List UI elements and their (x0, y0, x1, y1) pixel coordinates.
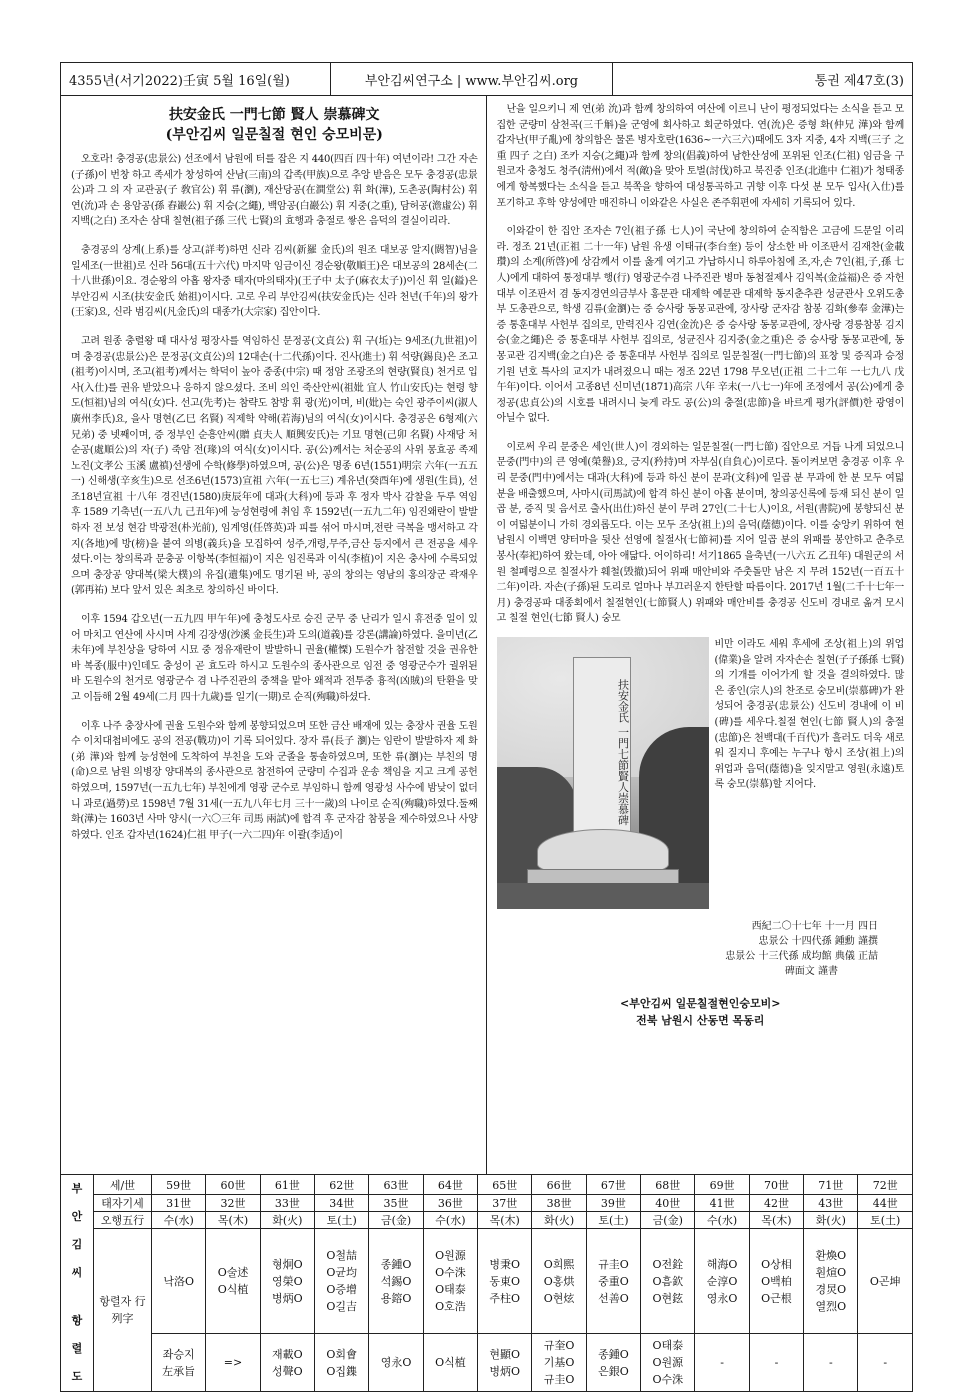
element-cell: 금(金) (369, 1212, 423, 1229)
hangnyeol-char: O상相 (761, 1257, 792, 1271)
article-paragraph: 이후 나주 충장사에 권율 도원수와 함께 봉향되었으며 또한 금산 배재에 있는 충장사 권율 도원수 이치대첩비에도 공의 전공(戰功)이 기록 되어있다. 장자 류(長子 瀏)는 임란이 발발하자 제 화(弟 澕)와 함께 능성현에 도착하여 부친을 도와 군졸을 통솔하였으며, 또한 류(瀏)는 부친의 명(命)으로 남원 의병장 양대복의 종사관으로 참전하여 군량미 수집과 운송 책임을 지고 크게 공헌 하였으며, 1597년(一五九七年) 부친에게 영광 군수로 부임하니 함께 영광성 사수에 밤낮이 없더니 과로(過勞)로 1598년 7월 31세(一五九八年七月 三十一歲)의 나이로 순직(殉職)하였다.둘째 화(澕)는 1603년 사마 양시(一六〇三年 司馬 兩試)에 합격 후 군자감 참봉을 제수하였으나 사양하였다. 인조 갑자년(1624)仁祖 甲子(一六二四)年 이괄(李适)이 (71, 720, 478, 841)
hangnyeol-alt-cell (206, 1334, 260, 1392)
hangnyeol-cell (641, 1229, 695, 1334)
hangnyeol-alt-cell (152, 1334, 206, 1392)
generation-cell: 65世 (478, 1175, 532, 1195)
hangnyeol-alt-cell (423, 1334, 477, 1392)
hangnyeol-row (61, 1229, 913, 1334)
taeja-generation-cell: 34世 (315, 1195, 369, 1212)
hangnyeol-char: 영榮O (272, 1274, 303, 1288)
hangnyeol-char: - (720, 1356, 724, 1369)
hangnyeol-alt-cell (315, 1334, 369, 1392)
hangnyeol-char: 동東O (489, 1274, 521, 1288)
hangnyeol-char: 환煥O (815, 1249, 847, 1262)
hangnyeol-char: 현顯O (489, 1347, 521, 1361)
hangnyeol-alt-cell (695, 1334, 749, 1392)
signature-line: 忠景公 十四代孫 鍾勳 謹撰 (758, 936, 878, 947)
element-cell: 화(火) (260, 1212, 314, 1229)
page-header (60, 62, 913, 96)
hangnyeol-char: O길吉 (326, 1300, 358, 1313)
hangnyeol-alt-cell (858, 1334, 913, 1392)
hangnyeol-char: 석錫O (380, 1274, 412, 1288)
hangnyeol-char: 열烈O (815, 1300, 847, 1313)
taeja-generation-cell: 33世 (260, 1195, 314, 1212)
hangnyeol-char: 성聲O (272, 1364, 303, 1378)
hangnyeol-char: O전銓 (652, 1257, 684, 1271)
signature-line: 西紀二〇十七年 十一月 四日 (751, 921, 878, 932)
hangnyeol-alt-cell (260, 1334, 314, 1392)
generation-cell: 64世 (423, 1175, 477, 1195)
hangnyeol-alt-cell (804, 1334, 858, 1392)
taeja-generation-cell: 38世 (532, 1195, 586, 1212)
element-cell: 토(土) (858, 1212, 913, 1229)
generation-cell: 59世 (152, 1175, 206, 1195)
hangnyeol-char: O회會 (326, 1347, 358, 1361)
hangnyeol-char: => (223, 1356, 243, 1369)
hangnyeol-char: 낙洛O (163, 1274, 194, 1288)
monument-photo (497, 637, 709, 909)
hangnyeol-char: 해海O (706, 1257, 738, 1271)
signature-line: 忠景公 十三代孫 成均館 典儀 正喆 (725, 951, 878, 962)
element-cell: 수(水) (152, 1212, 206, 1229)
taeja-generation-cell: 40世 (641, 1195, 695, 1212)
hangnyeol-char: O수洙 (435, 1266, 466, 1279)
taeja-generation-cell: 32世 (206, 1195, 260, 1212)
hangnyeol-char: O홍烘 (543, 1274, 575, 1288)
taeja-generation-cell: 37世 (478, 1195, 532, 1212)
hangnyeol-char: O호浩 (435, 1300, 466, 1313)
generation-cell: 69世 (695, 1175, 749, 1195)
hangnyeol-char: - (828, 1356, 833, 1369)
element-cell: 금(金) (641, 1212, 695, 1229)
article-paragraph: 난을 일으키니 제 연(弟 沇)과 함께 창의하여 여산에 이르니 난이 평정되었다는 소식을 듣고 모집한 군량미 삼천곡(三千斛)을 군영에 회사하고 회군하였다. 연(沇)은 증형 화(仲兄 澕)와 함께 갑자난(甲子亂)에 창의함은 물론 병자호란(1636~一六三六)때에도 3자 지중, 4자 지백(三子 之重 四子 之白) 조카 지승(之繩)과 함께 창의(倡義)하여 남한산성에 포위된 인조(仁祖) 임금을 구원코자 충청도 청주(淸州)에서 적(敵)을 맞아 토벌(討伐)하고 북진중 인조(北進中 仁祖)가 청태종에게 항복했다는 소식을 듣고 북쪽을 향하여 대성통곡하고 귀향 이후 다섯 분 모두 입사(入仕)를 포기하고 후학 양성에만 매진하니 이와같은 사실은 존주휘편에 자세히 기록되어 있다. (496, 104, 904, 209)
generation-cell: 67世 (586, 1175, 640, 1195)
article-paragraph: 충경공의 상계(上系)를 상고(詳考)하면 신라 김씨(新羅 金氏)의 원조 대보공 알지(閼智)님을 일세조(一世祖)로 신라 56대(五十六代) 마지막 임금이신 경순왕(敬順王)은 대보공의 28세손(二十八世孫)이요. 경순왕의 아홉 왕자중 태자(마의태자)(王子中 太子(麻衣太子))이신 휘 일(鎰)은 부안김씨 시조(扶安金氏 始祖)이시다. 고로 우리 부안김씨(扶安金氏)는 신라 천년(千年)의 왕가(王家)요, 신라 범김씨(凡金氏)의 대종가(大宗家) 집안이다. (71, 244, 478, 319)
hangnyeol-char: 경炅O (815, 1283, 847, 1296)
taeja-generation-cell: 39世 (586, 1195, 640, 1212)
generation-cell: 71世 (804, 1175, 858, 1195)
article-body (60, 96, 913, 1174)
taeja-generation-cell: 43世 (804, 1195, 858, 1212)
hangnyeol-char: O원源 (435, 1249, 466, 1262)
element-cell: 토(土) (586, 1212, 640, 1229)
hangnyeol-cell (478, 1229, 532, 1334)
taeja-generation-row (61, 1195, 913, 1212)
hangnyeol-char: 형炯O (272, 1257, 303, 1271)
taeja-generation-cell: 42世 (749, 1195, 803, 1212)
element-cell: 목(木) (478, 1212, 532, 1229)
generation-cell: 70世 (749, 1175, 803, 1195)
article-title-hangul: (부안김씨 일문칠절 현인 숭모비문) (165, 127, 383, 143)
monument-side-text (715, 637, 905, 909)
hangnyeol-char: O증增 (326, 1283, 358, 1296)
hangnyeol-char: O식植 (217, 1283, 249, 1296)
hangnyeol-char: - (883, 1356, 888, 1369)
generation-cell: 61世 (260, 1175, 314, 1195)
hangnyeol-char: 재載O (272, 1347, 303, 1361)
article-paragraph: 고려 원종 충렬왕 때 대사성 평장사를 역임하신 문정공(文貞公) 휘 구(坵)는 9세조(九世祖)이며 충경공(忠景公)은 문정공(文貞公)의 12대손(十二代孫)이다. 진사(進士) 휘 석량(錫良)은 조고(祖考)이시며, 조고(祖考)께서는 학덕이 높아 중종(中宗) 때 정암 조광조의 현량(賢良) 천거로 입사(入仕)를 권유 받았으나 응하지 않으셨다. 조비 의인 죽산안씨(祖妣 宜人 竹山安氏)는 현령 향도(恒祖)님의 여식(女)다. 선고(先考)는 참략도 참방 휘 광(光)이며, 비(妣)는 숙인 광주이씨(淑人 廣州李氏)요, 을사 명현(乙巳 名賢) 직제학 약해(若海)님의 여식(女)이시다. 충경공은 6형제(六兄弟) 중 넷째이며, 증 정부인 순흥안씨(贈 貞夫人 順興安氏)는 기묘 명현(己卯 名賢) 사재당 처순공(處順公)의 자(子) 죽암 전(瑑)의 여식(女)이시다. 공(公)께서는 처순공의 사위 몽효공 족제 노진(文孝公 玉溪 盧禛)선생에 수학(修學)하였으며, 공(公)은 명종 6년(1551)明宗 六年(一五五一) 신해생(辛亥生)으로 선조6년(1573)宣祖 六年(一五七三) 계유년(癸酉年)에 생원(生員), 선조18년宣祖 十八年 경진년(1580)庚辰年에 대과(大科)에 등과 후 정자 박사 감찰을 두루 역임 후 1589 기축년(一五八九 己丑年)에 능성현령에 취임 후 1592년(一五九二年) 임진왜란이 발발 하자 전 보성 현감 박광전(朴光前), 임계영(任啓英)과 피를 섞어 마시며,전란 극복을 맹서하고 각지(各地)에 방(榜)을 붙여 의병(義兵)을 모집하여 성주,개령,무주,금산 등지에서 큰 전공을 세우셨다.이는 창의록과 문충공 이항복(李恒福)이 지은 임진록과 이식(李植)이 지은 충사에 수록되었으며 충장공 양대복(梁大樸)의 유집(遺集)에도 명기된 바, 공의 창의는 영남의 홍의장군 곽재우(郭再祐) 보다 앞서 있은 최초로 창의하신 바이다. (71, 335, 478, 597)
table-side-label: 부 안 김 씨 항 렬 도 (61, 1175, 94, 1392)
hangnyeol-alt-cell (478, 1334, 532, 1392)
hangnyeol-char: 훤煊O (815, 1266, 847, 1279)
taeja-generation-cell: 31世 (152, 1195, 206, 1212)
hangnyeol-cell (152, 1229, 206, 1334)
sub-label: 오행五行 (94, 1212, 152, 1229)
generation-cell: 62世 (315, 1175, 369, 1195)
article-paragraph: 오호라! 충경공(忠景公) 선조에서 남원에 터를 잡은 지 440(四百 四十年) 여년이라! 그간 자손(子孫)이 번창 하고 족세가 창성하여 산남(三南)의 갑족(甲族)으로 추앙 받음은 모두 충경공(忠景公)과 그 의 자 교관공(子 敎官公) 휘 류(瀏), 재산당공(在澗堂公) 휘 화(澕), 도촌공(陶村公) 휘 연(沇)과 손 용암공(孫 舂巖公) 휘 지승(之繩), 백암공(白巖公) 휘 지중(之重), 담허공(澹虛公) 휘 지백(之白) 조자손 삼대 칠현(祖子孫 三代 七賢)의 효행과 충절로 쌓은 음덕의 결실이리라. (71, 154, 478, 228)
hangnyeol-char: O원源 (652, 1356, 684, 1369)
article-paragraph: 이와같이 한 집안 조자손 7인(祖子孫 七人)이 국난에 창의하여 순직함은 고금에 드문일 이리라. 정조 21년(正祖 二十一年) 남원 유생 이태규(李台奎) 등이 상소한 바 이조판서 김재찬(金載瓚)의 소계(所啓)에 상감께서 이를 옳게 여기고 가납하시니 하루아침에 조,자,손 7인(祖,子,孫 七人)에게 대하여 통정대부 행(行) 영광군수겸 나주진관 병마 동첨절제사 김익복(金益福)은 증 자헌대부 이조판서 겸 동지경연의금부사 홍문관 대제학 예문관 대제학 동지춘추관 성균관사 오위도총부 도총관으로, 학생 김류(金瀏)는 증 승사랑 동몽교관에, 장사랑 군자감 참봉 김화(參奉 金澕)는 증 통훈대부 사헌부 집의로, 만력진사 김연(金沇)은 증 승사랑 동몽교관에, 장사랑 경릉참봉 김지승(金之繩)은 증 통훈대부 사헌부 집의로, 성균진사 김지중(金之重)은 증 승사랑 동몽교관에, 동몽교관 김지백(金之白)은 증 통훈대부 사헌부 집의로 일문칠절(一門七節)의 표창 및 증직과 승정기원 년호 특사의 교지가 내려졌으니 때는 정조 22년 1798 무오년(正祖 二十二年 一七九八 戊午年)이다. 이어서 고종8년 신미년(1871)高宗 八年 辛未(一八七一)年에 조정에서 공(公)에게 충정공(忠貞公)의 시호를 내려시니 늦게 라도 공(公)의 충절(忠節)을 바르게 평가(評價)한 광영이 아닐수 없다. (496, 226, 904, 425)
element-cell: 목(木) (206, 1212, 260, 1229)
hangnyeol-char: O균均 (326, 1266, 358, 1279)
turtle-base (537, 829, 669, 873)
ground (497, 883, 709, 909)
generation-cell: 60世 (206, 1175, 260, 1195)
generation-cell: 72世 (858, 1175, 913, 1195)
caption-line: 전북 남원시 산동면 목동리 (636, 1014, 765, 1027)
hangnyeol-alt-cell (641, 1334, 695, 1392)
hangnyeol-char: 左承旨 (162, 1364, 196, 1378)
hangnyeol-cell (858, 1229, 913, 1334)
right-column (487, 96, 913, 1174)
hangnyeol-char: 선善O (598, 1291, 629, 1305)
hangnyeol-char: 중重O (598, 1274, 629, 1288)
header-label: 세/世 (94, 1175, 152, 1195)
hangnyeol-char: O곤坤 (869, 1274, 901, 1288)
hangnyeol-char: O태泰 (435, 1283, 466, 1296)
hangnyeol-char: O식植 (435, 1356, 466, 1369)
element-cell: 화(火) (804, 1212, 858, 1229)
hangnyeol-char: 영永O (706, 1291, 738, 1305)
hangnyeol-char: 병炳O (489, 1364, 521, 1378)
stele-inscription: 扶安金氏 一門七節賢人崇慕碑 (616, 678, 630, 826)
hangnyeol-alt-cell (532, 1334, 586, 1392)
hangnyeol-cell (749, 1229, 803, 1334)
hangnyeol-char: O태泰 (652, 1339, 684, 1352)
hangnyeol-cell (532, 1229, 586, 1334)
hangnyeol-char: 좌승지 (162, 1347, 195, 1361)
hangnyeol-char: 종鍾O (598, 1347, 629, 1361)
hangnyeol-char: O백柏 (761, 1274, 792, 1288)
organization-site[interactable]: 부안김씨연구소 | www.부안김씨.org (331, 63, 613, 95)
element-row (61, 1212, 913, 1229)
article-title-hanja: 扶安金氏 一門七節 賢人 崇慕碑文 (168, 107, 380, 123)
hangnyeol-char: 종鍾O (380, 1257, 412, 1271)
hangnyeol-cell (586, 1229, 640, 1334)
article-paragraph: 비만 이라도 세워 후세에 조상(祖上)의 위업(偉業)을 알려 자자손손 칠현(子子孫孫 七賢)의 기개를 이어가게 할 것을 결의하였다. 많은 종인(宗人)의 찬조로 숭모비(崇慕碑)가 완성되어 충경공(忠景公) 신도비 경내에 이 비(碑)를 세우다.칠절 현인(七節 賢人)의 충절(忠節)은 천백대(千百代)가 흘러도 더욱 새로워 질지니 후예는 누구나 항시 조상(祖上)의 위업과 음덕(蔭德)을 잊지말고 영원(永遠)토록 숭모(崇慕)할 지어다. (714, 639, 904, 791)
taeja-generation-cell: 35世 (369, 1195, 423, 1212)
hangnyeol-char: 기基O (543, 1356, 575, 1369)
caption-line: <부안김씨 일문칠절현인숭모비> (620, 997, 781, 1010)
hangnyeol-char: 용鎔O (380, 1291, 412, 1305)
hangnyeol-char: 은銀O (598, 1364, 629, 1378)
hangnyeol-cell (423, 1229, 477, 1334)
hangnyeol-char: 순淳O (706, 1274, 738, 1288)
element-cell: 화(火) (532, 1212, 586, 1229)
hangnyeol-char: 주柱O (489, 1291, 521, 1305)
hangnyeol-char: 병秉O (489, 1257, 521, 1271)
hangnyeol-cell (804, 1229, 858, 1334)
article-paragraph: 이후 1594 갑오년(一五九四 甲午年)에 충청도사로 승진 군무 중 난리가 일시 휴전중 일이 있어 마치고 연산에 사시며 사계 김장생(沙溪 金長生)과 도의(道義)를 강론(講論)하였다. 을미년(乙未年)에 부친상을 당하여 시묘 중 정유재란이 발발하니 권율(權慄) 도원수가 참전할 것을 권유한 바 복종(服中)인데도 충성이 곧 효도라 하시고 도원수의 종사관으로 임전 중 영광군수가 궐위된 바 도원수의 천거로 영광군수 겸 나주진관의 중책을 맡아 왜적과 전투중 흉적(凶賊)의 탄환을 맞고 이듬해 2월 49세(二月 四十九歲)를 일기(一期)로 순직(殉職)하셨다. (71, 614, 478, 703)
hangnyeol-alt-row (61, 1334, 913, 1392)
hangnyeol-char: O근根 (761, 1291, 792, 1305)
issue-number: 통권 제47호(3) (814, 73, 904, 89)
generation-row (61, 1175, 913, 1195)
hangnyeol-char: O현炫 (543, 1291, 575, 1305)
monument-stele (573, 657, 631, 835)
generation-table (60, 1174, 913, 1392)
element-cell: 수(水) (423, 1212, 477, 1229)
hangnyeol-char: O희熙 (543, 1257, 575, 1271)
hangnyeol-alt-cell (369, 1334, 423, 1392)
monument-figure (497, 637, 905, 909)
hangnyeol-cell (695, 1229, 749, 1334)
hangnyeol-char: 규圭O (543, 1373, 575, 1386)
hangnyeol-char: O술述 (217, 1266, 249, 1279)
hangnyeol-char: 영永O (380, 1356, 412, 1369)
hangnyeol-char: O집鏶 (326, 1364, 358, 1378)
hangnyeol-char: O철喆 (326, 1249, 358, 1262)
hangnyeol-cell (206, 1229, 260, 1334)
hangnyeol-char: 규圭O (598, 1257, 629, 1271)
left-column (61, 96, 487, 1174)
hangnyeol-cell (369, 1229, 423, 1334)
issue-date: 4355년(서기2022)壬寅 5월 16일(월) (61, 63, 331, 95)
hangnyeol-cell (260, 1229, 314, 1334)
photo-caption (497, 995, 905, 1029)
newsletter-page (60, 62, 913, 1392)
hangnyeol-alt-cell (586, 1334, 640, 1392)
hangnyeol-char: - (774, 1356, 779, 1369)
article-paragraph: 이로써 우리 문중은 세인(世人)이 경외하는 일문칠절(一門七節) 집안으로 거듭 나게 되었으니 문중(門中)의 큰 영예(榮譽)요, 긍지(矜持)며 자부심(自負心)이로다. 돌이켜보면 충경공 이후 우리 문중(門中)에서는 대과(大科)에 등과 하신 분이 문과(文科)에 일곱 분 무과에 한 분 모두 여덟 분을 배출했으며, 사마시(司馬試)에 합격 하신 분이 아홉 분이며, 창의공신록에 등재 되신 분이 일곱 분, 증직 및 음서로 출사(出仕)하신 분이 무려 27인(二十七人)이요, 서원(書院)에 봉향되신 분이 여덟분이니 가히 경외롭도다. 이는 모두 조상(祖上)의 음덕(蔭德)이다. 이를 숭앙키 위하여 현 남원시 이백면 양터마을 뒷산 선영에 칠절사(七節祠)를 지어 일곱 분의 위패를 봉안하고 춘추로 봉사(奉祀)하여 왔는데, 아아 애닯다. 어이하리! 서기1865 을축년(一八六五 乙丑年) 대원군의 서원 철폐령으로 칠절사가 훼철(毁撤)되어 위패 매안비와 주춧돌만 남은 지 무려 152년(一百五十二年)이라. 자손(子孫)된 도리로 얼마나 부끄러운지 한탄할 따름이다. 2017년 1월(二千十七年一月) 충경공파 대종회에서 칠절현인(七節賢人) 위패와 매안비를 충경공 신도비 경내로 옮겨 모시고 칠절 현인(七節 賢人) 숭모 (496, 441, 904, 625)
hangnyeol-char: O현鉉 (652, 1291, 684, 1305)
hangnyeol-cell (315, 1229, 369, 1334)
generation-cell: 66世 (532, 1175, 586, 1195)
signature-block (497, 919, 905, 979)
sub-label: 태자기세 (94, 1195, 152, 1212)
taeja-generation-cell: 44世 (858, 1195, 913, 1212)
row-label: 항렬자 行列字 (94, 1229, 152, 1392)
taeja-generation-cell: 36世 (423, 1195, 477, 1212)
hangnyeol-char: O흠欽 (652, 1274, 684, 1288)
hangnyeol-char: O수洙 (652, 1373, 684, 1386)
hangnyeol-char: 규奎O (543, 1339, 575, 1352)
element-cell: 토(土) (315, 1212, 369, 1229)
generation-cell: 68世 (641, 1175, 695, 1195)
element-cell: 수(水) (695, 1212, 749, 1229)
taeja-generation-cell: 41世 (695, 1195, 749, 1212)
signature-line: 碑面文 謹書 (784, 966, 838, 977)
generation-cell: 63世 (369, 1175, 423, 1195)
hangnyeol-alt-cell (749, 1334, 803, 1392)
element-cell: 목(木) (749, 1212, 803, 1229)
hangnyeol-char: 병炳O (272, 1291, 303, 1305)
